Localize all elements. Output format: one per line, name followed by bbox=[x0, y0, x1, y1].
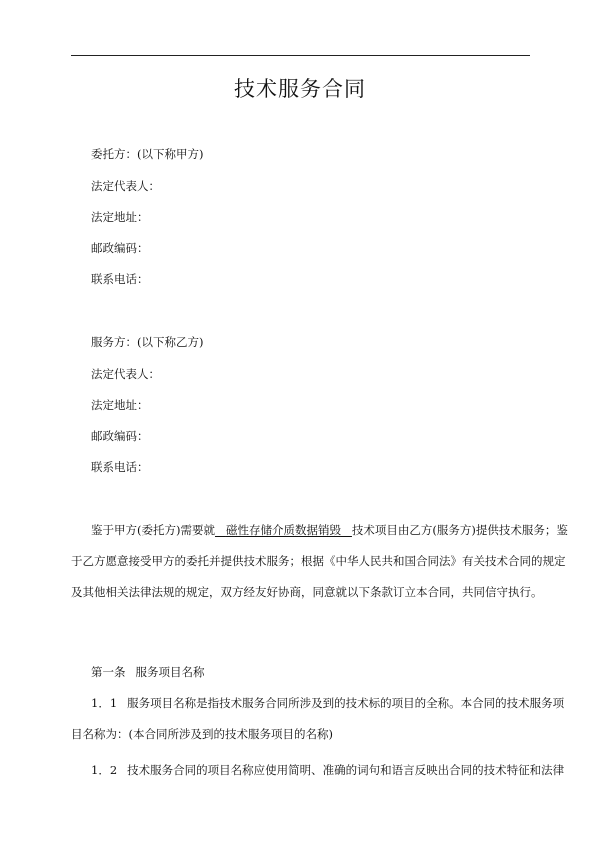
preamble-line-1-before: 鉴于甲方(委托方)需要就 bbox=[91, 523, 215, 537]
party-b-postcode: 邮政编码： bbox=[91, 429, 149, 443]
clause-1-1-number: 1．1 bbox=[91, 696, 118, 710]
article-1-heading-text: 服务项目名称 bbox=[135, 665, 205, 679]
clause-1-2-number: 1．2 bbox=[91, 763, 118, 777]
preamble-project-name-text: 磁性存储介质数据销毁 bbox=[225, 523, 341, 537]
party-b-representative: 法定代表人： bbox=[91, 367, 160, 381]
clause-1-2-text: 技术服务合同的项目名称应使用简明、准确的词句和语言反映出合同的技术特征和法律 bbox=[127, 763, 565, 777]
clause-1-1-line-2: 目名称为：(本合同所涉及到的技术服务项目的名称) bbox=[71, 727, 333, 741]
article-1-heading bbox=[91, 664, 205, 680]
party-a-address: 法定地址： bbox=[91, 210, 149, 224]
party-a-heading: 委托方：(以下称甲方) bbox=[91, 147, 204, 161]
party-a-postcode: 邮政编码： bbox=[91, 241, 149, 255]
preamble-project-name bbox=[215, 523, 352, 537]
party-a-phone: 联系电话： bbox=[91, 272, 149, 286]
document-title: 技术服务合同 bbox=[234, 77, 366, 101]
article-1-heading-number: 第一条 bbox=[91, 665, 126, 679]
clause-1-2-line-1 bbox=[91, 762, 564, 778]
preamble-line-1-after: 技术项目由乙方(服务方)提供技术服务；鉴 bbox=[351, 523, 568, 537]
party-b-heading: 服务方：(以下称乙方) bbox=[91, 335, 204, 349]
party-b-phone: 联系电话： bbox=[91, 460, 149, 474]
party-a-representative: 法定代表人： bbox=[91, 179, 160, 193]
preamble-line-3: 及其他相关法律法规的规定，双方经友好协商，同意就以下条款订立本合同，共同信守执行。 bbox=[71, 585, 543, 599]
preamble-line-2: 于乙方愿意接受甲方的委托并提供技术服务；根据《中华人民共和国合同法》有关技术合同的规定 bbox=[71, 554, 566, 568]
preamble-line-1 bbox=[91, 522, 568, 538]
clause-1-1-line-1 bbox=[91, 695, 564, 711]
top-rule bbox=[71, 55, 530, 56]
party-b-address: 法定地址： bbox=[91, 398, 149, 412]
clause-1-1-text: 服务项目名称是指技术服务合同所涉及到的技术标的项目的全称。本合同的技术服务项 bbox=[127, 696, 565, 710]
